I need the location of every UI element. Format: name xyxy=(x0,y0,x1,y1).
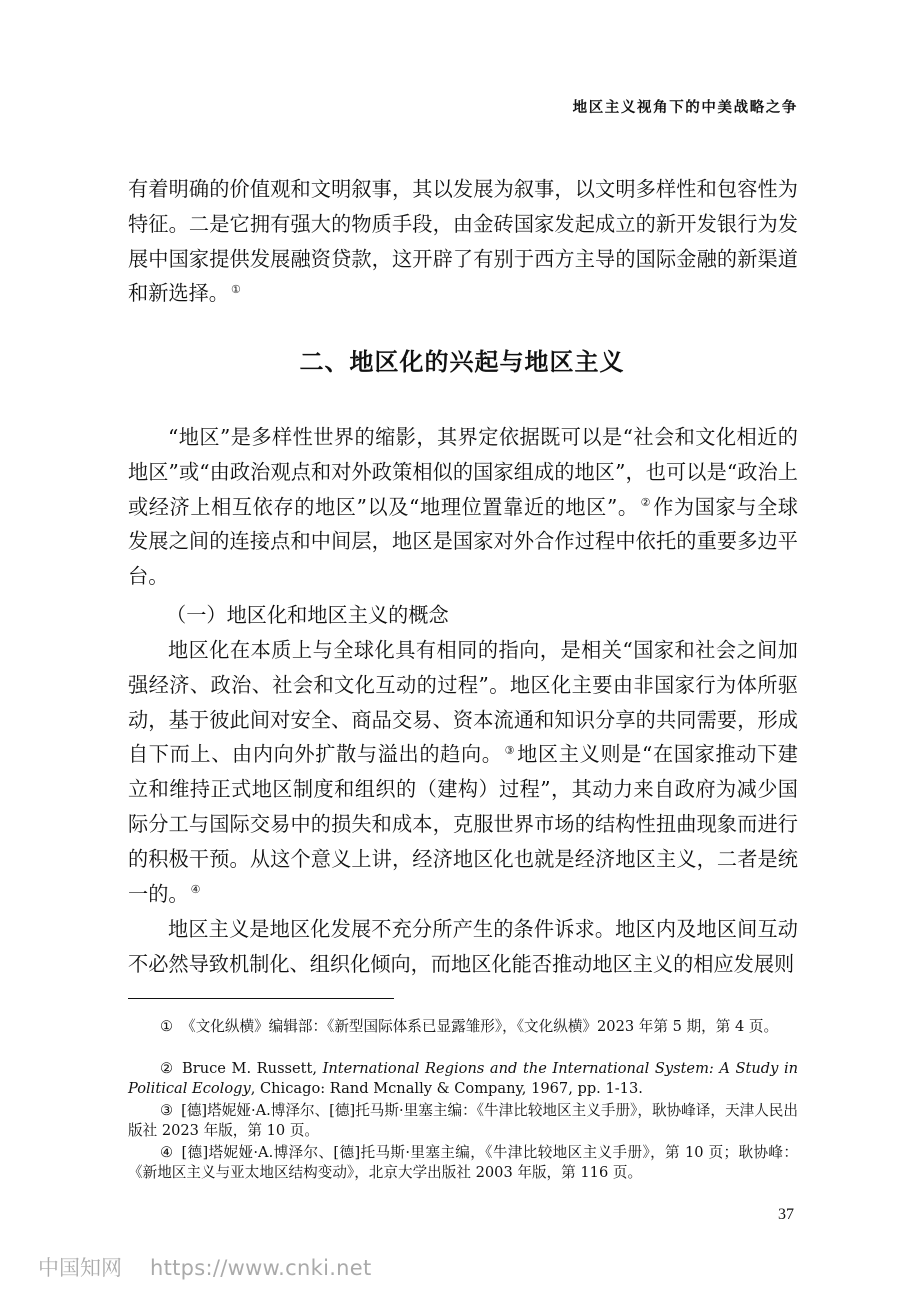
cnki-watermark xyxy=(38,1252,372,1282)
paragraph-2 xyxy=(128,420,798,594)
footnote-4 xyxy=(128,1143,798,1183)
footnote-1-text: 《文化纵横》编辑部：《新型国际体系已显露雏形》，《文化纵横》2023 年第 5 期，第 4 页。 xyxy=(181,1018,779,1035)
footnote-1-mark: ① xyxy=(160,1018,174,1035)
footnote-2-author: Bruce M. Russett, xyxy=(182,1060,323,1077)
footnote-ref-4[interactable]: ④ xyxy=(190,882,201,896)
footnote-4-mark: ④ xyxy=(160,1144,174,1161)
footnote-2 xyxy=(128,1059,798,1099)
paragraph-3-text-b: 地区主义则是“在国家推动下建立和维持正式地区制度和组织的（建构）过程”，其动力来自政府为减少国际分工与国际交易中的损失和成本，克服世界市场的结构性扭曲现象而进行的积极干预。从这个意义上讲，经济地区化也就是经济地区主义，二者是统一的。 xyxy=(128,742,798,906)
paragraph-1-text: 有着明确的价值观和文明叙事，其以发展为叙事，以文明多样性和包容性为特征。二是它拥有强大的物质手段，由金砖国家发起成立的新开发银行为发展中国家提供发展融资贷款，这开辟了有别于西方主导的国际金融的新渠道和新选择。 xyxy=(128,177,798,306)
footnote-1 xyxy=(128,1017,798,1037)
footnote-3 xyxy=(128,1101,798,1141)
paragraph-2-text-a: “地区”是多样性世界的缩影，其界定依据既可以是“社会和文化相近的地区”或“由政治观点和对外政策相似的国家组成的地区”，也可以是“政治上或经济上相互依存的地区”以及“地理位置靠近的地区”。 xyxy=(128,425,798,519)
cnki-logo-text: 中国知网 xyxy=(38,1256,122,1280)
footnote-divider xyxy=(128,998,394,999)
footnote-2-publisher: , Chicago: Rand Mcnally & Company, 1967, pp. 1-13. xyxy=(250,1080,643,1097)
footnote-ref-1[interactable]: ① xyxy=(230,282,241,296)
paragraph-2-text-b: 作为国家与全球发展之间的连接点和中间层，地区是国家对外合作过程中依托的重要多边平台。 xyxy=(128,494,798,589)
paragraph-3 xyxy=(128,633,798,911)
cnki-url: https://www.cnki.net xyxy=(150,1256,372,1280)
running-head: 地区主义视角下的中美战略之争 xyxy=(572,99,798,116)
paragraph-3-text-a: 地区化在本质上与全球化具有相同的指向，是相关“国家和社会之间加强经济、政治、社会和文化互动的过程”。地区化主要由非国家行为体所驱动，基于彼此间对安全、商品交易、资本流通和知识分享的共同需要，形成自下而上、由内向外扩散与溢出的趋向。 xyxy=(128,638,798,767)
footnote-2-book-title: International Regions and the International System: A Study in Political Ecology xyxy=(128,1060,799,1097)
footnote-3-mark: ③ xyxy=(160,1102,174,1119)
subsection-title: （一）地区化和地区主义的概念 xyxy=(166,603,449,627)
footnote-2-mark: ② xyxy=(160,1060,175,1077)
section-title: 二、地区化的兴起与地区主义 xyxy=(299,348,625,376)
footnote-4-text: [德]塔妮娅·A.博泽尔、[德]托马斯·里塞主编，《牛津比较地区主义手册》，第 10 页；耿协峰：《新地区主义与亚太地区结构变动》，北京大学出版社 2003 年版，第 116 页。 xyxy=(128,1144,798,1181)
footnote-ref-2[interactable]: ② xyxy=(640,495,652,509)
page-number: 37 xyxy=(778,1206,794,1223)
paragraph-1 xyxy=(128,172,798,311)
paragraph-4: 地区主义是地区化发展不充分所产生的条件诉求。地区内及地区间互动不必然导致机制化、组织化倾向，而地区化能否推动地区主义的相应发展则 xyxy=(128,917,798,976)
footnote-3-text: [德]塔妮娅·A.博泽尔、[德]托马斯·里塞主编：《牛津比较地区主义手册》，耿协峰译，天津人民出版社 2023 年版，第 10 页。 xyxy=(128,1102,798,1139)
footnote-ref-3[interactable]: ③ xyxy=(504,743,516,757)
